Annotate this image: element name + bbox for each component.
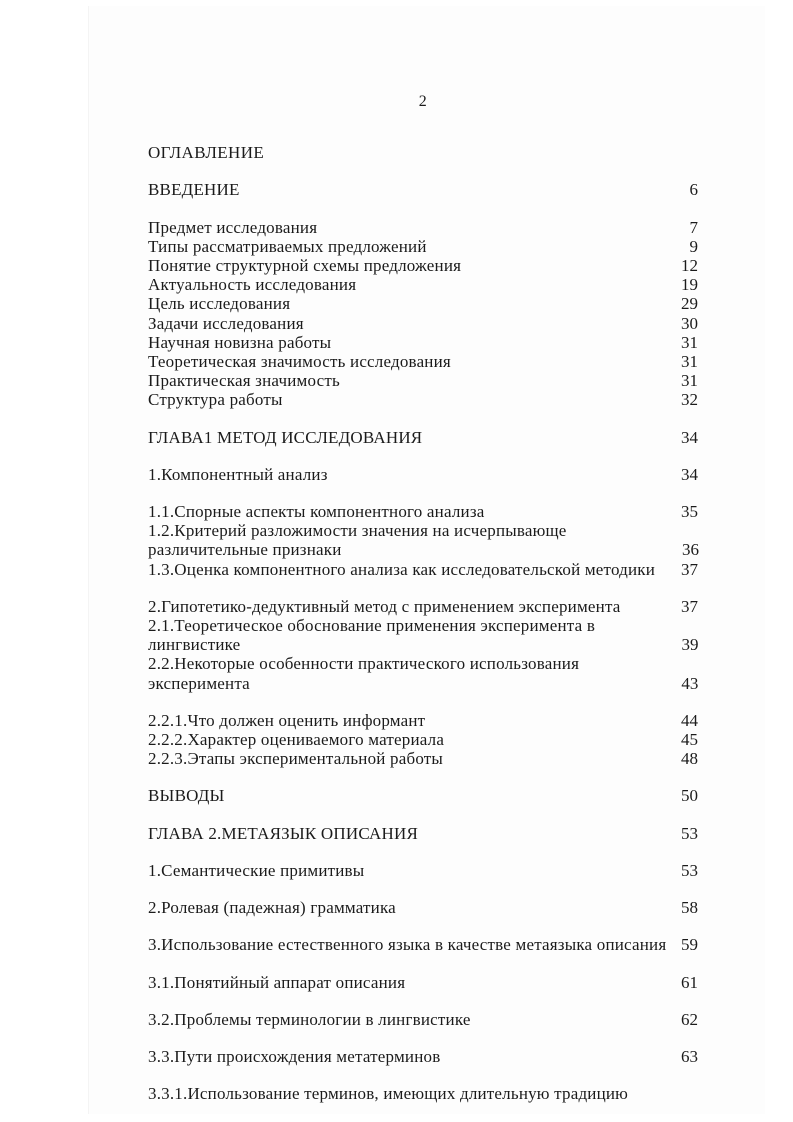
toc-entry <box>148 898 698 917</box>
toc-entry-title: Цель исследования <box>148 294 291 314</box>
toc-entry <box>148 294 698 313</box>
toc-entry <box>148 465 698 484</box>
toc-entry-page: 35 <box>681 502 698 522</box>
toc-entry-page: 37 <box>681 596 698 616</box>
toc-entry-title: 1.3.Оценка компонентного анализа как исследовательской методики <box>148 559 656 579</box>
toc-entry <box>148 1010 698 1029</box>
toc-entry <box>148 180 698 199</box>
toc-entry <box>148 730 698 749</box>
toc-entry-page: 48 <box>681 749 698 769</box>
toc-entry-page: 61 <box>681 972 698 992</box>
toc-entry-page: 45 <box>681 730 698 750</box>
toc-entry-title: 1.1.Спорные аспекты компонентного анализа <box>148 502 485 522</box>
toc-entry-page: 31 <box>681 332 698 352</box>
toc-entry-title: 2.Гипотетико-дедуктивный метод с применением эксперимента <box>148 596 621 616</box>
toc-entry-title: ГЛАВА 2.МЕТАЯЗЫК ОПИСАНИЯ <box>148 823 418 843</box>
toc-entry-title: 2.2.2.Характер оцениваемого материала <box>148 730 445 750</box>
toc-entry-page: 59 <box>681 935 698 955</box>
toc-entry-title: 2.2.1.Что должен оценить информант <box>148 710 426 730</box>
toc-entry-title: Типы рассматриваемых предложений <box>148 236 427 256</box>
toc-entry-page: 63 <box>681 1046 698 1066</box>
toc-entry <box>148 275 698 294</box>
toc-entry-title: 2.2.Некоторые особенности практического использования эксперимента <box>148 654 580 693</box>
toc-entry-page: 37 <box>681 559 698 579</box>
toc-entry <box>148 749 698 768</box>
toc-entry <box>148 597 698 616</box>
toc-heading: ОГЛАВЛЕНИЕ <box>148 143 265 163</box>
toc-entry <box>148 237 698 256</box>
toc-entry <box>148 256 698 275</box>
toc-entry-conclusions <box>148 786 698 805</box>
toc-entry-title: 3.2.Проблемы терминологии в лингвистике <box>148 1009 471 1029</box>
toc-entry-title: 3.3.Пути происхождения метатерминов <box>148 1046 441 1066</box>
toc-entry-page: 6 <box>689 180 698 200</box>
toc-entry-page: 34 <box>681 464 698 484</box>
toc-entry-title: ВВЕДЕНИЕ <box>148 180 240 200</box>
toc-entry <box>148 654 698 692</box>
toc-entry-page: 30 <box>681 313 698 333</box>
toc-entry <box>148 973 698 992</box>
toc-entry <box>148 502 698 521</box>
toc-entry-page: 29 <box>681 294 698 314</box>
toc-entry-title: Задачи исследования <box>148 313 304 333</box>
toc-entry-title: 1.Компонентный анализ <box>148 464 328 484</box>
toc-entry-title: Структура работы <box>148 390 283 410</box>
toc-entry-title: Научная новизна работы <box>148 332 332 352</box>
toc-entry <box>148 333 698 352</box>
toc-entry-page: 31 <box>681 371 698 391</box>
toc-entry-page: 39 <box>681 635 699 655</box>
toc-entry-title: 1.Семантические примитивы <box>148 860 365 880</box>
toc-entry-title: ВЫВОДЫ <box>148 786 225 806</box>
toc-entry <box>148 861 698 880</box>
toc-entry <box>148 218 698 237</box>
table-of-contents <box>148 143 698 1103</box>
toc-entry <box>148 314 698 333</box>
toc-entry-title: 3.1.Понятийный аппарат описания <box>148 972 406 992</box>
toc-entry <box>148 371 698 390</box>
toc-entry-title: 2.2.3.Этапы экспериментальной работы <box>148 749 444 769</box>
toc-entry-title: Понятие структурной схемы предложения <box>148 256 462 276</box>
toc-entry-page: 31 <box>681 352 698 372</box>
toc-entry <box>148 390 698 409</box>
toc-entry-page: 36 <box>682 540 699 560</box>
toc-entry-title: Теоретическая значимость исследования <box>148 352 451 372</box>
toc-entry-title: Актуальность исследования <box>148 275 357 295</box>
toc-entry-page: 58 <box>681 898 698 918</box>
toc-entry-page: 53 <box>681 860 698 880</box>
toc-entry-page: 19 <box>681 275 698 295</box>
toc-entry-title: 3.3.1.Использование терминов, имеющих длительную традицию <box>148 1084 629 1104</box>
toc-entry <box>148 616 698 654</box>
toc-entry-title: 2.1.Теоретическое обоснование применения эксперимента в лингвистике <box>148 616 596 655</box>
toc-entry-page: 34 <box>681 427 698 447</box>
toc-entry-chapter <box>148 428 698 447</box>
toc-entry <box>148 1084 698 1103</box>
toc-entry-title: 1.2.Критерий разложимости значения на исчерпывающе различительные признаки <box>148 521 567 560</box>
toc-entry-page: 62 <box>681 1009 698 1029</box>
toc-entry <box>148 1047 698 1066</box>
toc-entry-page: 50 <box>681 786 698 806</box>
toc-entry <box>148 560 698 579</box>
toc-entry-page: 9 <box>689 236 698 256</box>
toc-entry-page: 44 <box>681 710 698 730</box>
toc-entry-page: 53 <box>681 823 698 843</box>
toc-entry-page: 32 <box>681 390 698 410</box>
toc-entry-title: Практическая значимость <box>148 371 340 391</box>
toc-entry-page: 12 <box>681 256 698 276</box>
toc-entry-title: 2.Ролевая (падежная) грамматика <box>148 898 396 918</box>
toc-entry <box>148 352 698 371</box>
page-number: 2 <box>418 93 428 110</box>
toc-entry-title: Предмет исследования <box>148 217 318 237</box>
toc-entry-title: ГЛАВА1 МЕТОД ИССЛЕДОВАНИЯ <box>148 427 423 447</box>
toc-entry <box>148 711 698 730</box>
toc-entry-page: 43 <box>681 673 699 693</box>
toc-entry <box>148 935 698 954</box>
toc-entry <box>148 521 698 559</box>
toc-entry-chapter <box>148 824 698 843</box>
toc-entry-page: 7 <box>689 217 698 237</box>
toc-entry-title: 3.Использование естественного языка в качестве метаязыка описания <box>148 935 667 955</box>
